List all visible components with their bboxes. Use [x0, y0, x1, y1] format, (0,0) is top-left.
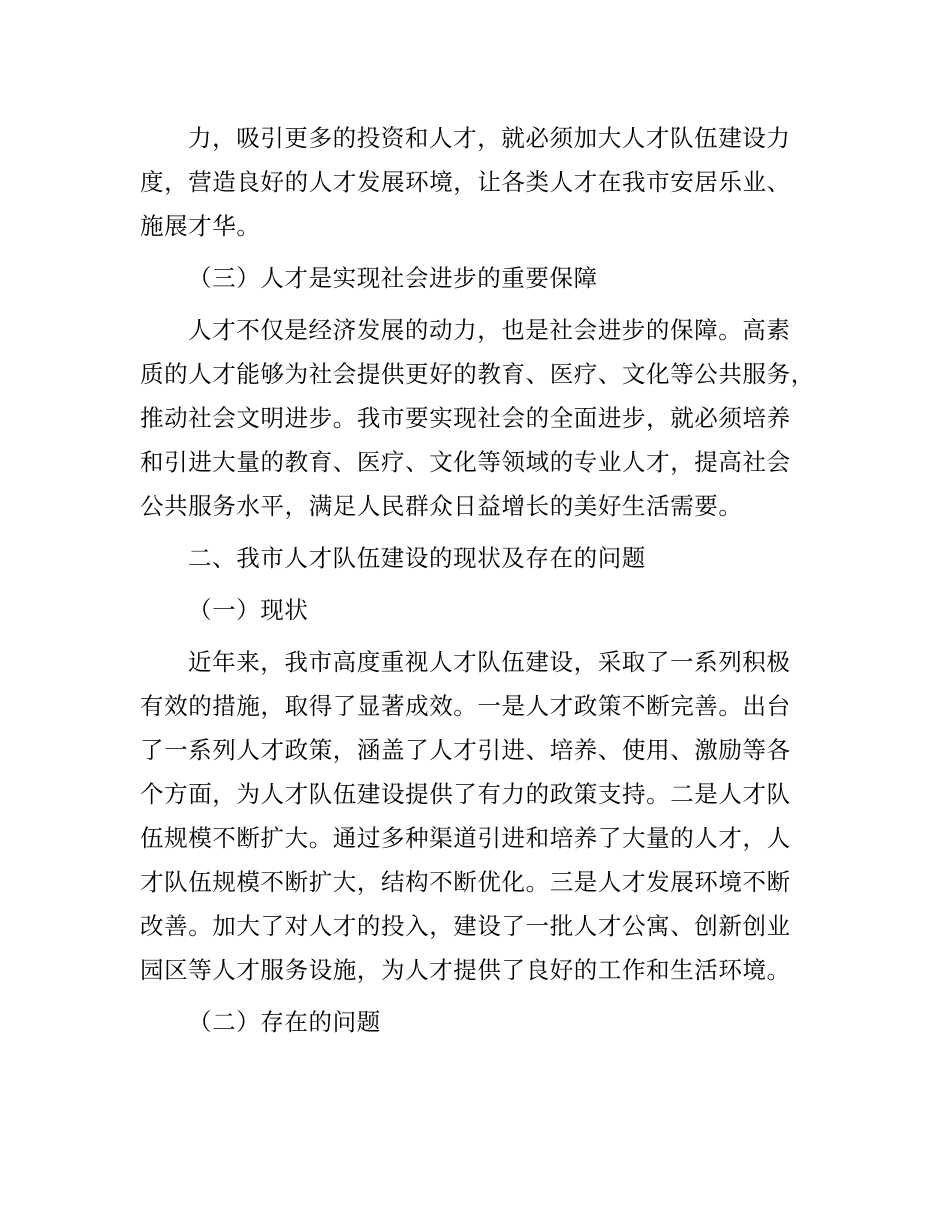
section-heading: （二）存在的问题	[188, 1008, 381, 1036]
text-line: 园区等人才服务设施，为人才提供了良好的工作和生活环境。	[140, 956, 791, 984]
text-line: 了一系列人才政策，涵盖了人才引进、培养、使用、激励等各	[140, 736, 791, 764]
text-line: 伍规模不断扩大。通过多种渠道引进和培养了大量的人才，人	[140, 824, 791, 852]
text-line: 力，吸引更多的投资和人才，就必须加大人才队伍建设力	[188, 124, 791, 152]
text-line: 有效的措施，取得了显著成效。一是人才政策不断完善。出台	[140, 692, 791, 720]
text-line: 度，营造良好的人才发展环境，让各类人才在我市安居乐业、	[140, 168, 791, 196]
text-line: 改善。加大了对人才的投入，建设了一批人才公寓、创新创业	[140, 912, 791, 940]
text-line: 才队伍规模不断扩大，结构不断优化。三是人才发展环境不断	[140, 868, 791, 896]
section-heading: （一）现状	[188, 596, 309, 624]
text-line: 和引进大量的教育、医疗、文化等领域的专业人才，提高社会	[140, 448, 791, 476]
text-line: 公共服务水平，满足人民群众日益增长的美好生活需要。	[140, 492, 743, 520]
section-heading: 二、我市人才队伍建设的现状及存在的问题	[188, 544, 646, 572]
text-line: 个方面，为人才队伍建设提供了有力的政策支持。二是人才队	[140, 780, 791, 808]
section-heading: （三）人才是实现社会进步的重要保障	[188, 264, 598, 292]
text-line: 近年来，我市高度重视人才队伍建设，采取了一系列积极	[188, 648, 791, 676]
text-line: 推动社会文明进步。我市要实现社会的全面进步，就必须培养	[140, 404, 791, 432]
text-line: 人才不仅是经济发展的动力，也是社会进步的保障。高素	[188, 316, 791, 344]
text-line: 施展才华。	[140, 212, 261, 240]
text-line: 质的人才能够为社会提供更好的教育、医疗、文化等公共服务，	[140, 360, 815, 388]
